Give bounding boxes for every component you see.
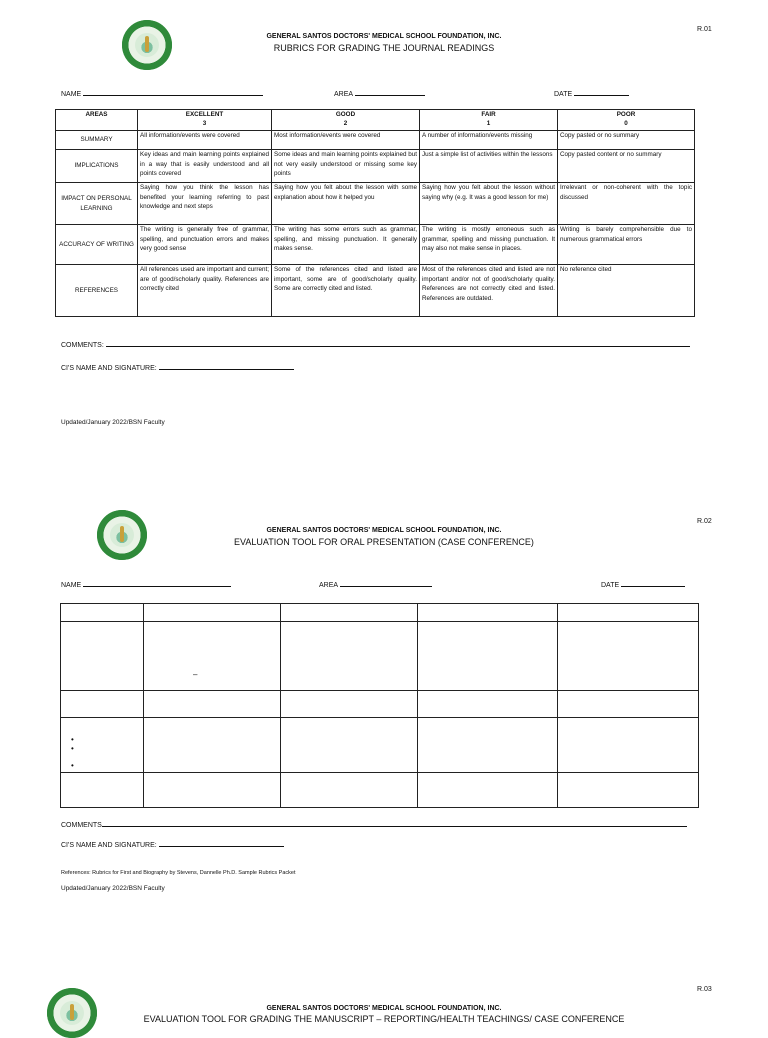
- header-good: GOOD 2: [272, 110, 420, 131]
- school-logo: [97, 510, 147, 560]
- ref-code: R.02: [697, 518, 712, 525]
- date-field[interactable]: DATE: [601, 580, 685, 589]
- cell-good: Most information/events were covered: [272, 131, 420, 150]
- ci-signature-field[interactable]: CI'S NAME AND SIGNATURE:: [61, 363, 294, 372]
- cell-poor: Copy pasted or no summary: [558, 131, 695, 150]
- cell-poor: No reference cited: [558, 265, 695, 317]
- table-row: [56, 265, 695, 317]
- rubric-table: [55, 109, 695, 317]
- bullet-mark: •: [71, 761, 74, 770]
- table-row: [56, 183, 695, 225]
- cell-excellent: The writing is generally free of grammar, spelling, and punctuation errors and makes very good sense: [138, 225, 272, 265]
- row-area: IMPACT ON PERSONAL LEARNING: [56, 183, 138, 225]
- cell-poor: Copy pasted content or no summary: [558, 150, 695, 183]
- row-area: SUMMARY: [56, 131, 138, 150]
- dash-mark: –: [193, 670, 198, 679]
- cell-good: Some of the references cited and listed are important, some are of good/scholarly quality. Some are correctly cited and listed.: [272, 265, 420, 317]
- org-name: GENERAL SANTOS DOCTORS' MEDICAL SCHOOL FOUNDATION, INC.: [266, 527, 502, 534]
- cell-fair: The writing is mostly erroneous such as grammar, spelling and missing punctuation. It may also not make sense in places.: [420, 225, 558, 265]
- date-field[interactable]: DATE: [554, 89, 629, 98]
- comments-field[interactable]: COMMENTS: [61, 820, 687, 829]
- table-row: [56, 150, 695, 183]
- ref-code: R.03: [697, 986, 712, 993]
- row-area: REFERENCES: [56, 265, 138, 317]
- cell-fair: Just a simple list of activities within the lessons: [420, 150, 558, 183]
- bullet-mark: •: [71, 735, 74, 744]
- name-field[interactable]: NAME: [61, 580, 231, 589]
- updated-note: Updated/January 2022/BSN Faculty: [61, 419, 165, 426]
- cell-fair: A number of information/events missing: [420, 131, 558, 150]
- table-row: [61, 622, 699, 691]
- cell-excellent: Saying how you think the lesson has benefited your learning referring to past knowledge and next steps: [138, 183, 272, 225]
- cell-good: Some ideas and main learning points explained but not very easily understood or missing some key points: [272, 150, 420, 183]
- area-field[interactable]: AREA: [334, 89, 425, 98]
- cell-poor: Irrelevant or non-coherent with the topic discussed: [558, 183, 695, 225]
- doc-title: RUBRICS FOR GRADING THE JOURNAL READINGS: [273, 43, 495, 53]
- cell-fair: Saying how you felt about the lesson without saying why (e.g. It was a good lesson for me): [420, 183, 558, 225]
- bullet-mark: •: [71, 744, 74, 753]
- cell-excellent: All information/events were covered: [138, 131, 272, 150]
- cell-good: Saying how you felt about the lesson with some explanation about how it helped you: [272, 183, 420, 225]
- header-poor: POOR 0: [558, 110, 695, 131]
- doc-title: EVALUATION TOOL FOR ORAL PRESENTATION (CASE CONFERENCE): [234, 537, 534, 547]
- header-areas: AREAS: [56, 110, 138, 131]
- table-row: [61, 604, 699, 622]
- school-logo: [47, 988, 97, 1038]
- header-fair: FAIR 1: [420, 110, 558, 131]
- org-name: GENERAL SANTOS DOCTORS' MEDICAL SCHOOL FOUNDATION, INC.: [266, 33, 502, 40]
- row-area: ACCURACY OF WRITING: [56, 225, 138, 265]
- cell-poor: Writing is barely comprehensible due to numerous grammatical errors: [558, 225, 695, 265]
- org-name: GENERAL SANTOS DOCTORS' MEDICAL SCHOOL FOUNDATION, INC.: [266, 1005, 502, 1012]
- table-row: [56, 225, 695, 265]
- header-excellent: EXCELLENT 3: [138, 110, 272, 131]
- ci-signature-field[interactable]: CI'S NAME AND SIGNATURE:: [61, 840, 284, 849]
- header-row: [56, 110, 695, 131]
- references-note: References: Rubrics for First and Biography by Stevens, Dannelle Ph.D. Sample Rubrics Packet: [61, 870, 296, 876]
- ref-code: R.01: [697, 26, 712, 33]
- table-row: [61, 718, 699, 773]
- table-row: [56, 131, 695, 150]
- area-field[interactable]: AREA: [319, 580, 432, 589]
- row-area: IMPLICATIONS: [56, 150, 138, 183]
- cell-excellent: All references used are important and current; are of good/scholarly quality. References are correctly cited: [138, 265, 272, 317]
- comments-field[interactable]: COMMENTS:: [61, 340, 690, 349]
- name-field[interactable]: NAME: [61, 89, 263, 98]
- updated-note: Updated/January 2022/BSN Faculty: [61, 885, 165, 892]
- cell-excellent: Key ideas and main learning points explained in a way that is easily understood and all points covered: [138, 150, 272, 183]
- table-row: [61, 691, 699, 718]
- cell-fair: Most of the references cited and listed are not important and/or not of good/scholarly quality. References are not correctly cited and listed. References are outdated.: [420, 265, 558, 317]
- evaluation-table: [60, 603, 699, 808]
- table-row: [61, 773, 699, 808]
- cell-good: The writing has some errors such as grammar, spelling, and missing punctuation. It generally makes sense.: [272, 225, 420, 265]
- doc-title: EVALUATION TOOL FOR GRADING THE MANUSCRIPT – REPORTING/HEALTH TEACHINGS/ CASE CONFERENCE: [143, 1014, 625, 1024]
